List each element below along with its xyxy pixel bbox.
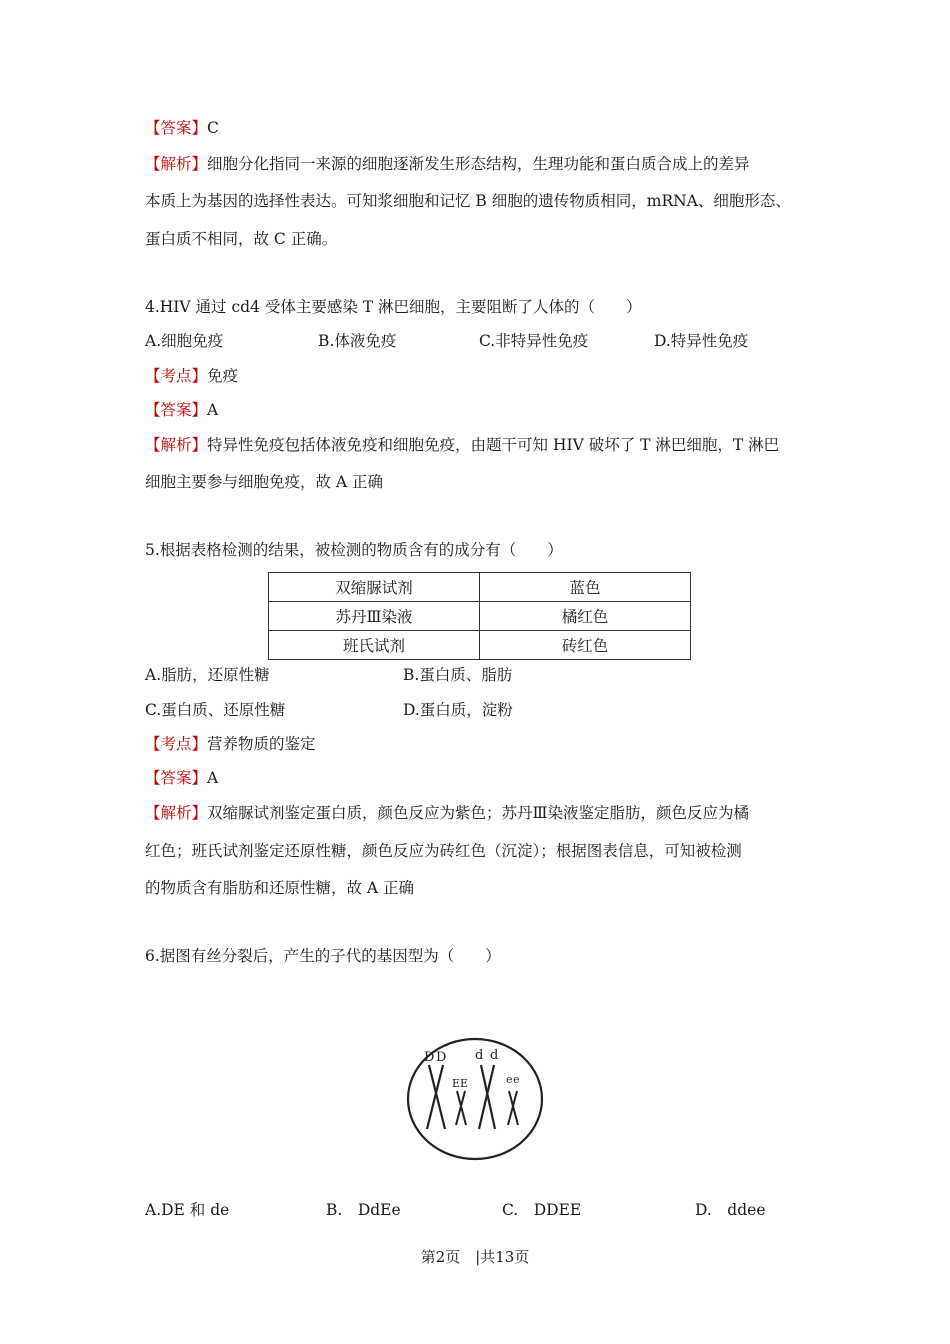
gene-label: d: [475, 1048, 484, 1063]
table-row: [269, 631, 691, 660]
table-cell: 苏丹Ⅲ染液: [269, 602, 480, 631]
answer-value: C: [207, 119, 219, 137]
total-prefix: 共: [480, 1248, 496, 1266]
gene-label: E: [460, 1077, 469, 1090]
q4-option-d: D.特异性免疫: [654, 332, 749, 350]
chromosome-D: [427, 1065, 443, 1129]
q4-answer: [145, 400, 218, 420]
table-cell: 双缩脲试剂: [269, 573, 480, 602]
page-number: 2: [435, 1248, 446, 1266]
q4-option-c: C.非特异性免疫: [479, 332, 589, 350]
q5-analysis-line-2: 红色；班氏试剂鉴定还原性糖，颜色反应为砖红色（沉淀）；根据图表信息，可知被检测: [145, 842, 742, 860]
table-row: [269, 602, 691, 631]
point-value: 营养物质的鉴定: [207, 735, 316, 753]
answer-tag: 【答案】: [145, 119, 208, 137]
q6-option-c: C. DDEE: [502, 1201, 582, 1219]
q6-option-b: B. DdEe: [326, 1201, 401, 1219]
chromosome-D: [429, 1065, 445, 1129]
table-cell: 班氏试剂: [269, 631, 480, 660]
table-cell: 砖红色: [480, 631, 691, 660]
answer-tag: 【答案】: [145, 401, 208, 419]
q6-option-a: A.DE 和 de: [145, 1201, 230, 1219]
gene-label: E: [452, 1077, 461, 1090]
total-pages: 13: [495, 1248, 515, 1266]
mitosis-cell-figure: [405, 1037, 545, 1161]
q4-option-b: B.体液免疫: [318, 332, 397, 350]
q5-point: [145, 734, 316, 754]
analysis-text: 细胞分化指同一来源的细胞逐渐发生形态结构，生理功能和蛋白质合成上的差异: [207, 155, 750, 173]
table-cell: 橘红色: [480, 602, 691, 631]
page-footer: [0, 1246, 950, 1267]
answer-tag: 【答案】: [145, 769, 208, 787]
q4-option-a: A.细胞免疫: [145, 332, 224, 350]
q3-analysis-line-2: 本质上为基因的选择性表达。可知浆细胞和记忆 B 细胞的遗传物质相同，mRNA、细胞形态、: [145, 192, 791, 210]
q4-analysis-line-2: 细胞主要参与细胞免疫，故 A 正确: [145, 473, 384, 491]
q4-analysis-line-1: [145, 435, 779, 455]
chromosome-d: [479, 1065, 494, 1129]
q5-answer: [145, 768, 218, 788]
analysis-tag: 【解析】: [145, 155, 208, 173]
q5-option-d: D.蛋白质，淀粉: [403, 701, 513, 719]
q6-option-d: D. ddee: [695, 1201, 766, 1219]
table-cell: 蓝色: [480, 573, 691, 602]
table-row: [269, 573, 691, 602]
q5-option-a: A.脂肪，还原性糖: [145, 666, 270, 684]
q5-analysis-line-1: [145, 803, 749, 823]
gene-label: D: [436, 1050, 447, 1065]
answer-value: A: [207, 769, 219, 787]
gene-label: e: [506, 1073, 513, 1086]
q4-stem: 4.HIV 通过 cd4 受体主要感染 T 淋巴细胞，主要阻断了人体的（ ）: [145, 298, 642, 316]
analysis-text: 特异性免疫包括体液免疫和细胞免疫，由题干可知 HIV 破坏了 T 淋巴细胞，T 淋巴: [207, 436, 780, 454]
q3-analysis-line-3: 蛋白质不相同，故 C 正确。: [145, 230, 338, 248]
answer-value: A: [207, 401, 219, 419]
gene-label: e: [513, 1073, 520, 1086]
q5-analysis-line-3: 的物质含有脂肪和还原性糖，故 A 正确: [145, 879, 415, 897]
gene-label: D: [424, 1050, 435, 1065]
analysis-tag: 【解析】: [145, 436, 208, 454]
q4-point: [145, 366, 238, 386]
point-tag: 【考点】: [145, 735, 208, 753]
q5-option-c: C.蛋白质、还原性糖: [145, 701, 286, 719]
gene-label: d: [490, 1048, 499, 1063]
q5-stem: 5.根据表格检测的结果，被检测的物质含有的成分有（ ）: [145, 541, 563, 559]
point-tag: 【考点】: [145, 367, 208, 385]
reagent-table: [268, 572, 691, 660]
analysis-tag: 【解析】: [145, 804, 208, 822]
analysis-text: 双缩脲试剂鉴定蛋白质，颜色反应为紫色；苏丹Ⅲ染液鉴定脂肪，颜色反应为橘: [207, 804, 749, 822]
point-value: 免疫: [207, 367, 239, 385]
page-prefix: 第: [420, 1248, 436, 1266]
q3-analysis-line-1: [145, 154, 750, 174]
page-mid: 页 |: [445, 1248, 481, 1266]
total-suffix: 页: [514, 1248, 530, 1266]
q5-option-b: B.蛋白质、脂肪: [403, 666, 513, 684]
q3-answer: [145, 118, 219, 138]
q6-stem: 6.据图有丝分裂后，产生的子代的基因型为（ ）: [145, 947, 501, 965]
chromosome-d: [481, 1065, 495, 1129]
